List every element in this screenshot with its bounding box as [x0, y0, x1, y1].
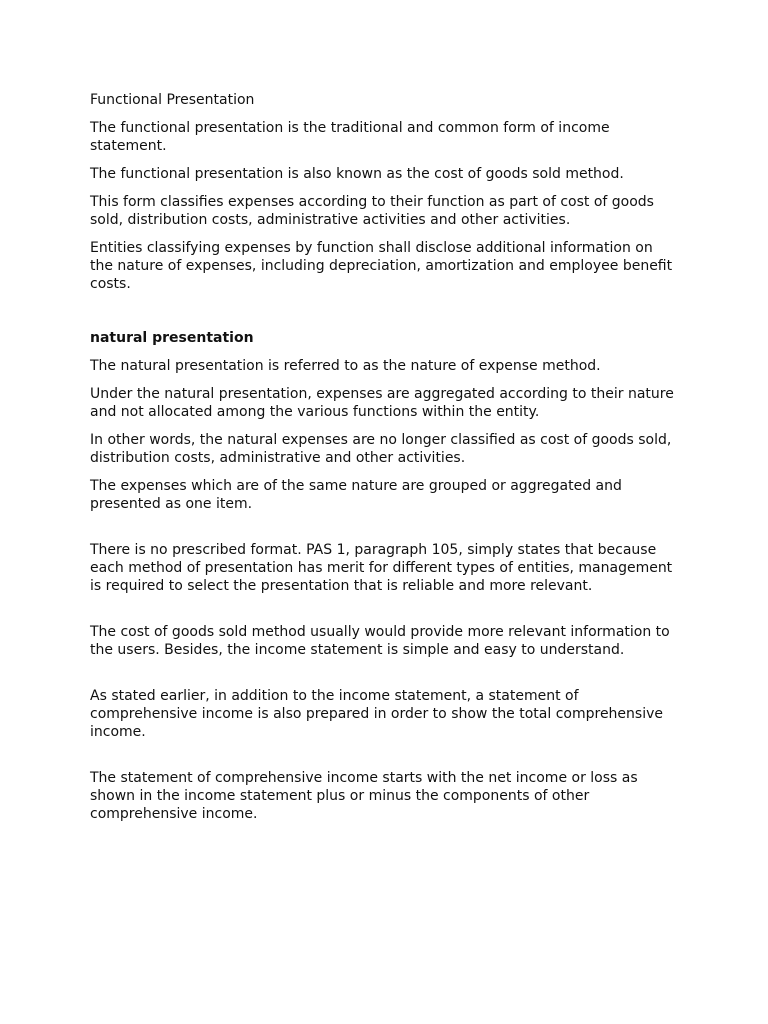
paragraph: The natural presentation is referred to as the nature of expense method.	[90, 358, 601, 374]
paragraph: The functional presentation is also known as the cost of goods sold method.	[90, 166, 624, 182]
document-body	[90, 91, 678, 833]
paragraph: The cost of goods sold method usually would provide more relevant information to the users. Besides, the income statement is simple and easy to understand.	[90, 624, 670, 658]
section-title-natural-presentation: natural presentation	[90, 330, 254, 346]
paragraph: The expenses which are of the same nature are grouped or aggregated and presented as one item.	[90, 478, 622, 512]
paragraph: In other words, the natural expenses are no longer classified as cost of goods sold, distribution costs, administrative and other activities.	[90, 432, 672, 466]
paragraph: The statement of comprehensive income starts with the net income or loss as shown in the income statement plus or minus the components of other comprehensive income.	[90, 770, 638, 822]
paragraph: The functional presentation is the traditional and common form of income statement.	[90, 120, 610, 154]
paragraph: As stated earlier, in addition to the income statement, a statement of comprehensive income is also prepared in order to show the total comprehensive income.	[90, 688, 664, 740]
section-title-functional-presentation: Functional Presentation	[90, 92, 255, 108]
paragraph: There is no prescribed format. PAS 1, paragraph 105, simply states that because each method of presentation has merit for different types of entities, management is required to select the presentation that is reliable and more relevant.	[90, 542, 673, 594]
paragraph: Under the natural presentation, expenses are aggregated according to their nature and not allocated among the various functions within the entity.	[90, 386, 674, 420]
paragraph: This form classifies expenses according to their function as part of cost of goods sold, distribution costs, administrative activities and other activities.	[90, 194, 654, 228]
paragraph: Entities classifying expenses by function shall disclose additional information on the nature of expenses, including depreciation, amortization and employee benefit costs.	[90, 240, 673, 292]
